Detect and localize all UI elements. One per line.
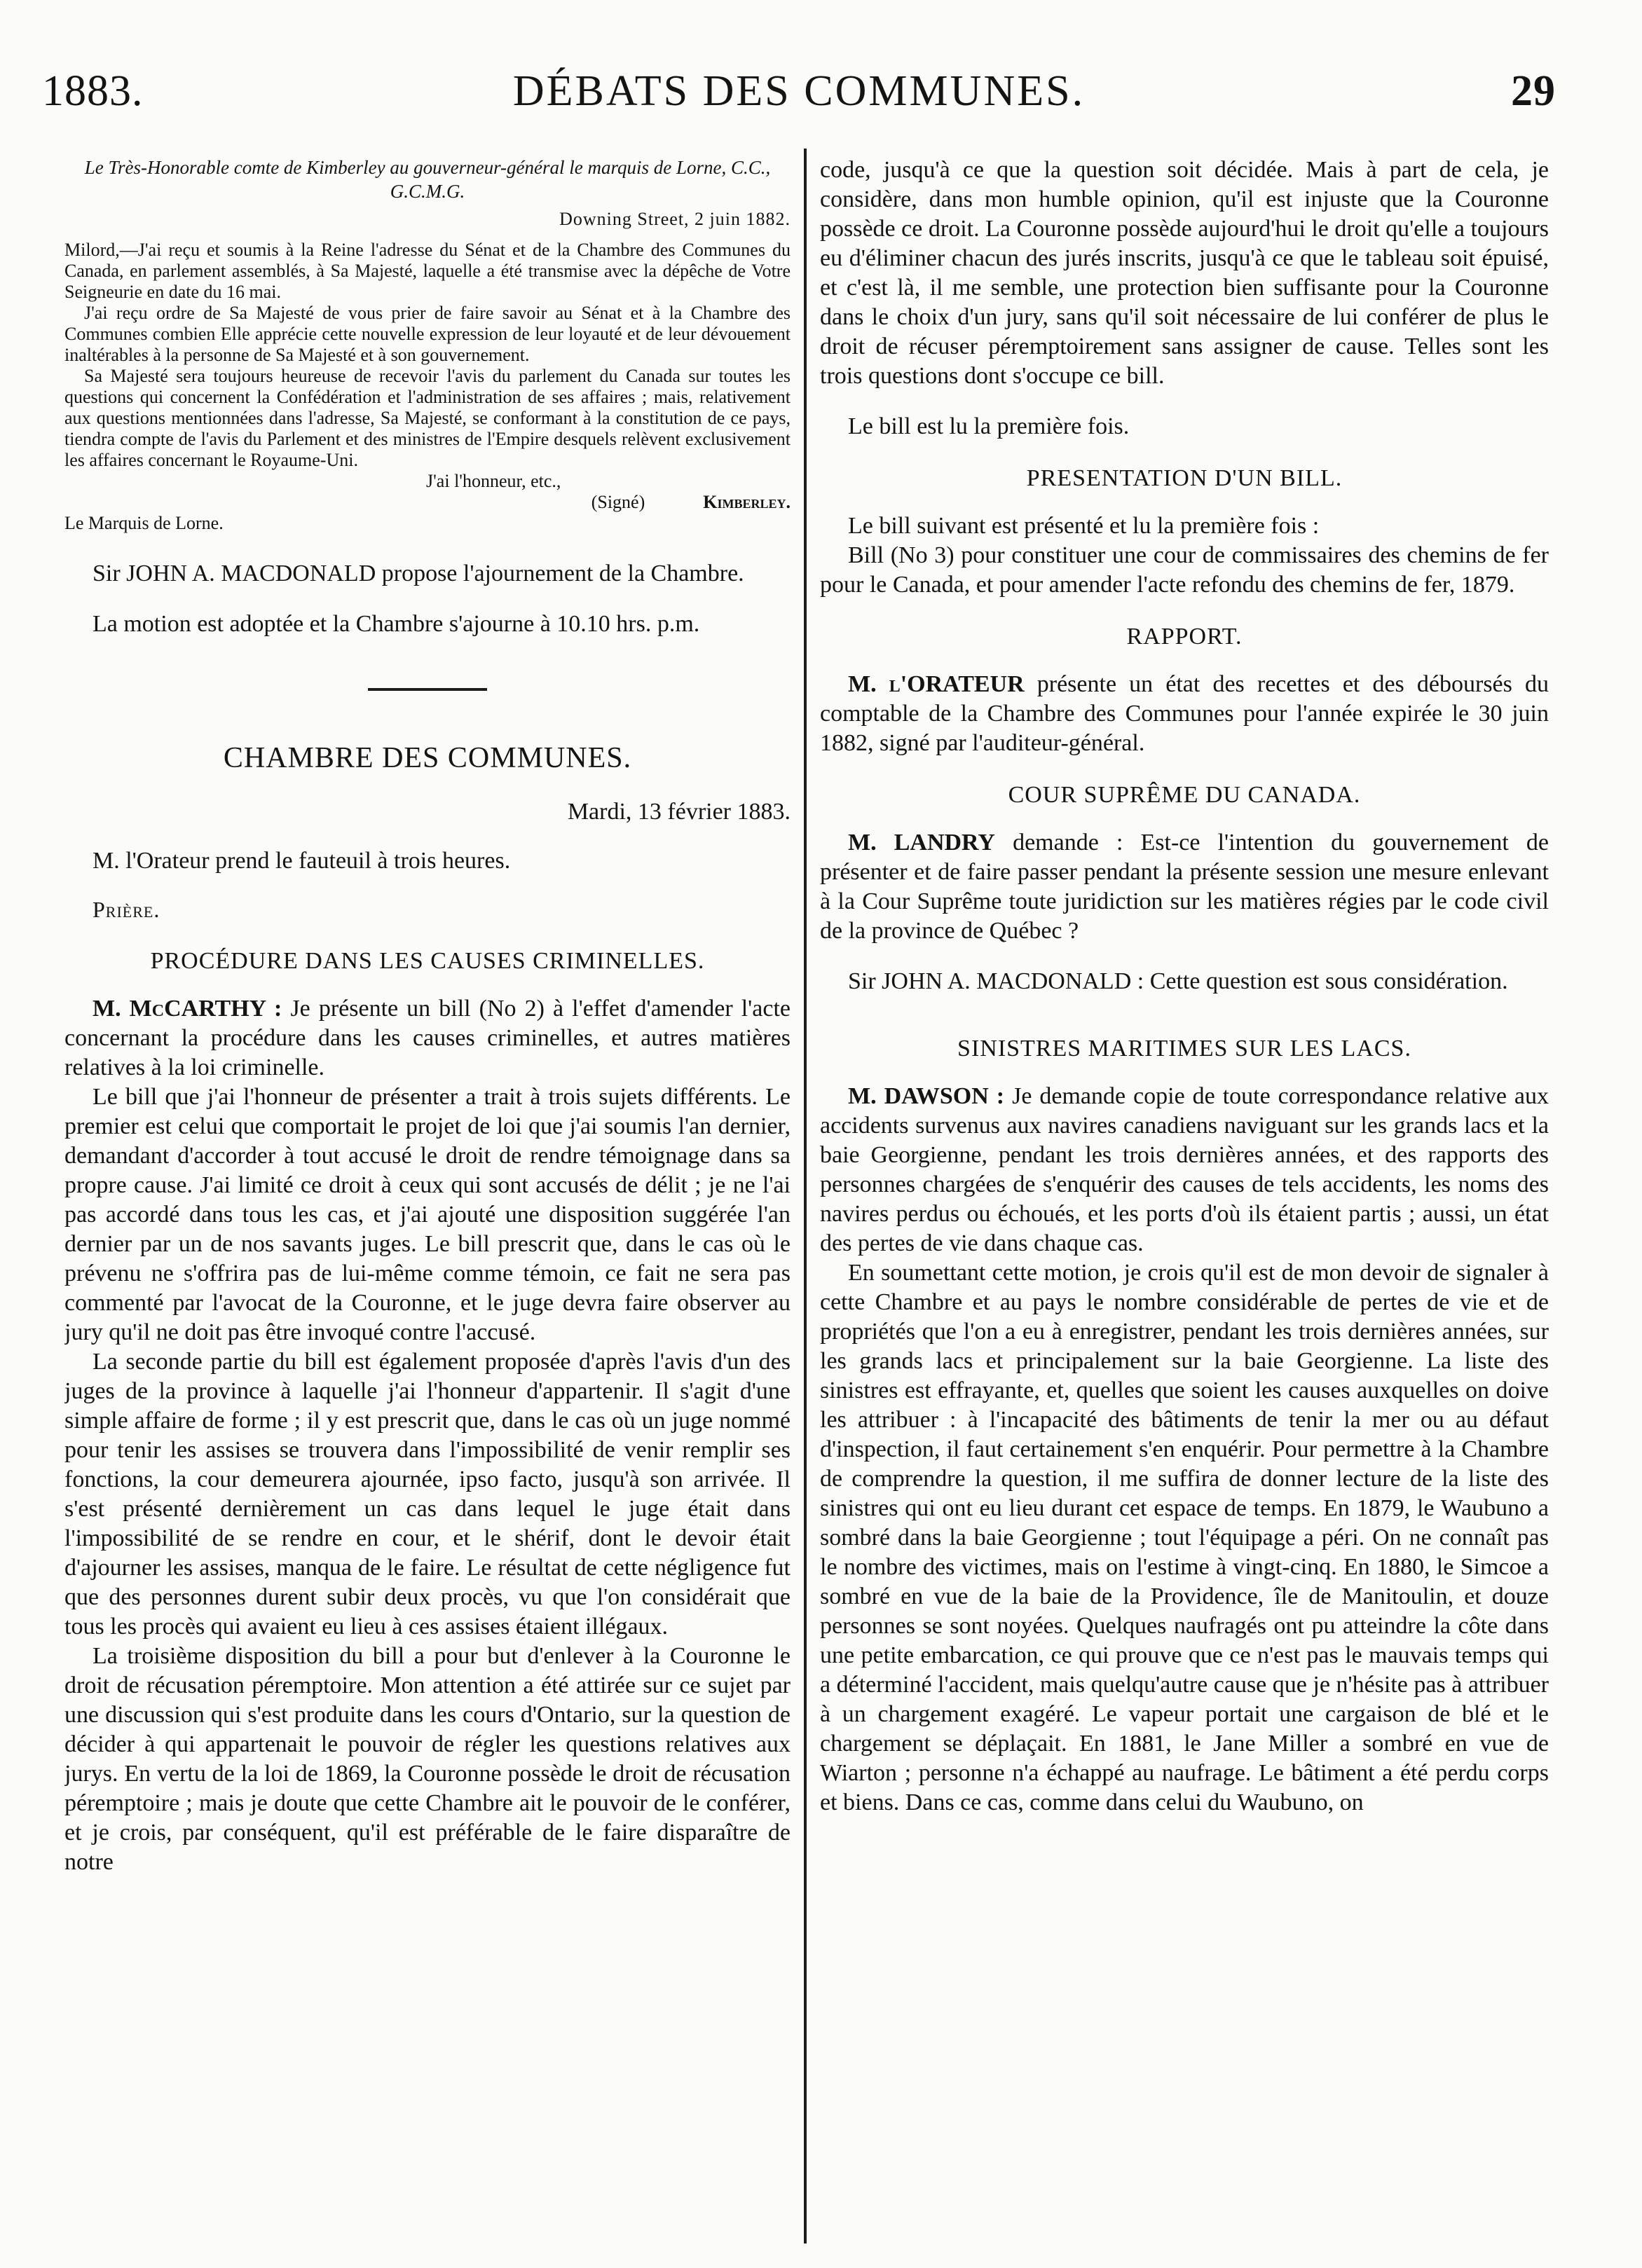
priere-label: Prière.	[93, 897, 160, 922]
letter-addressee: Le Marquis de Lorne.	[64, 513, 224, 533]
letter-heading: Le Très-Honorable comte de Kimberley au gouverneur-général le marquis de Lorne, C.C., G.C.M.G.	[84, 157, 771, 202]
section-title: PRESENTATION D'UN BILL.	[1026, 465, 1343, 491]
speaker-name: M. DAWSON :	[848, 1083, 1005, 1109]
speaker-name: Sir JOHN A. MACDONALD :	[848, 968, 1144, 994]
header-page-number: 29	[1511, 67, 1556, 115]
speaker-name: M. McCARTHY :	[93, 996, 282, 1022]
chamber-title: CHAMBRE DES COMMUNES.	[223, 742, 632, 774]
section-title: RAPPORT.	[1126, 624, 1243, 650]
left-column	[64, 156, 791, 2229]
section-title: PROCÉDURE DANS LES CAUSES CRIMINELLES.	[150, 948, 705, 974]
motion-paragraph: La motion est adoptée et la Chambre s'ajourne à 10.10 hrs. p.m.	[93, 611, 700, 637]
letter-place-date: Downing Street, 2 juin 1882.	[559, 209, 791, 229]
letter-signer: Kimberley.	[703, 492, 791, 512]
macdonald-paragraph: Sir JOHN A. MACDONALD : Cette question est sous considération.	[848, 968, 1508, 994]
dawson-paragraph: M. DAWSON : Je demande copie de toute correspondance relative aux accidents survenus aux navires canadiens naviguant sur les grands lacs et la baie Georgienne, pendant les trois dernières années, et des rapports des personnes chargées de s'enquérir des causes de tels accidents, les noms des navires perdus ou échoués, et les ports d'où ils étaient partis ; aussi, un état des pertes de vie dans chaque cas.	[820, 1083, 1549, 1256]
bill-intro-paragraph: Le bill suivant est présenté et lu la première fois :	[848, 513, 1320, 539]
mccarthy-paragraph: Le bill que j'ai l'honneur de présenter a trait à trois sujets différents. Le premier est celui que comportait le projet de loi que j'ai soumis l'an dernier, demandant d'accorder à tout accusé le droit de rendre témoignage dans sa propre cause. J'ai limité ce droit à ceux qui sont accusés de délit ; je ne l'ai pas accordé dans tous les cas, et j'ai ajouté une disposition suggérée l'an dernier par un de nos savants juges. Le bill prescrit que, dans le cas où le prévenu ne s'offrira pas de lui-même comme témoin, ce fait ne sera pas commenté par l'avocat de la Couronne, et le juge devra faire observer au jury qu'il ne doit pas être invoqué contre l'accusé.	[64, 1084, 791, 1345]
mccarthy-paragraph: La troisième disposition du bill a pour but d'enlever à la Couronne le droit de récusation péremptoire. Mon attention a été attirée sur ce sujet par une discussion qui s'est produite dans les cours d'Ontario, sur la question de décider à qui appartenait le pouvoir de régler les questions relatives aux jurys. En vertu de la loi de 1869, la Couronne possède le droit de récusation péremptoire ; mais je doute que cette Chambre ait le pouvoir de le conférer, et je crois, par conséquent, qu'il est préférable de le faire disparaître de notre	[64, 1643, 791, 1875]
landry-paragraph: M. LANDRY demande : Est-ce l'intention du gouvernement de présenter et de faire passer pendant la présente session une mesure enlevant à la Cour Suprême toute juridiction sur les matières régies par le code civil de la province de Québec ?	[820, 830, 1549, 944]
bill-paragraph: Bill (No 3) pour constituer une cour de commissaires des chemins de fer pour le Canada, et pour amender l'acte refondu des chemins de fer, 1879.	[820, 542, 1549, 598]
letter-close: J'ai l'honneur, etc.,	[426, 471, 561, 491]
header-title: DÉBATS DES COMMUNES.	[512, 67, 1086, 115]
section-title: COUR SUPRÊME DU CANADA.	[1008, 782, 1361, 808]
adjourn-paragraph: Sir JOHN A. MACDONALD propose l'ajournement de la Chambre.	[93, 561, 744, 586]
first-reading-paragraph: Le bill est lu la première fois.	[848, 413, 1130, 439]
letter-signature	[64, 492, 791, 513]
speaker-chair-paragraph: M. l'Orateur prend le fauteuil à trois heures.	[93, 848, 511, 874]
speaker-name: Sir JOHN A. MACDONALD	[93, 561, 376, 586]
mccarthy-paragraph: M. McCARTHY : Je présente un bill (No 2) à l'effet d'amender l'acte concernant la procédure dans les causes criminelles, et autres matières relatives à la loi criminelle.	[64, 996, 791, 1080]
sitting-date: Mardi, 13 février 1883.	[567, 799, 791, 825]
page-header	[42, 67, 1556, 123]
section-divider	[368, 688, 487, 691]
section-title: SINISTRES MARITIMES SUR LES LACS.	[957, 1036, 1411, 1061]
letter-paragraph: Sa Majesté sera toujours heureuse de recevoir l'avis du parlement du Canada sur toutes les questions qui concernent la Confédération et l'administration de ses affaires ; mais, relativement aux questions mentionnées dans l'adresse, Sa Majesté, se conformant à la constitution de ce pays, tiendra compte de l'avis du Parlement et des ministres de l'Empire desquels relèvent exclusivement les affaires concernant le Royaume-Uni.	[64, 366, 791, 470]
mccarthy-paragraph: La seconde partie du bill est également proposée d'après l'avis d'un des juges de la province à laquelle j'ai l'honneur d'appartenir. Il s'agit d'une simple affaire de forme ; il y est prescrit que, dans le cas où un juge nommé pour tenir les assises se trouvera dans l'impossibilité de venir remplir ses fonctions, la cour demeurera ajournée, ipso facto, jusqu'à son arrivée. Il s'est présenté dernièrement un cas dans lequel le juge était dans l'impossibilité de se rendre en cour, et le shérif, dont le devoir était d'ajourner les assises, manqua de le faire. Le résultat de cette négligence fut que des personnes durent subir deux procès, vu que l'on considérait que tous les procès qui avaient eu lieu à ces assises étaient illégaux.	[64, 1349, 791, 1640]
speaker-name: M. l'ORATEUR	[848, 671, 1025, 697]
column-divider	[804, 149, 807, 2243]
rapport-paragraph: M. l'ORATEUR présente un état des recettes et des déboursés du comptable de la Chambre des Communes pour l'année expirée le 30 juin 1882, signé par l'auditeur-général.	[820, 671, 1549, 756]
letter-signed: (Signé)	[591, 492, 645, 512]
dawson-paragraph: En soumettant cette motion, je crois qu'il est de mon devoir de signaler à cette Chambre et au pays le nombre considérable de pertes de vie et de propriétés que l'on a eu à enregistrer, pendant les trois dernières années, sur les grands lacs et principalement sur la baie Georgienne. La liste des sinistres est effrayante, et, quelles que soient les causes auxquelles on doive les attribuer : à l'incapacité des bâtiments de tenir la mer ou au défaut d'inspection, il faut certainement s'en enquérir. Pour permettre à la Chambre de comprendre la question, il me suffira de donner lecture de la liste des sinistres qui ont eu lieu durant cet espace de temps. En 1879, le Waubuno a sombré dans la baie Georgienne ; tout l'équipage a péri. On ne connaît pas le nombre des victimes, mais on l'estime à vingt-cinq. En 1880, le Simcoe a sombré en vue de la baie de la Providence, île de Manitoulin, et douze personnes se sont noyées. Quelques naufragés ont pu atteindre la côte dans une petite embarcation, ce qui prouve que ce n'est pas le mauvais temps qui a déterminé l'accident, mais quelqu'autre cause que je n'hésite pas à attribuer à un chargement exagéré. Le vapeur portait une cargaison de blé et le chargement se déplaçait. En 1881, le Jane Miller a sombré en vue de Wiarton ; personne n'a échappé au naufrage. Le bâtiment a été perdu corps et biens. Dans ce cas, comme dans celui du Waubuno, on	[820, 1260, 1549, 1815]
speaker-name: M. LANDRY	[848, 830, 995, 855]
continued-paragraph: code, jusqu'à ce que la question soit décidée. Mais à part de cela, je considère, dans mon humble opinion, qu'il est injuste que la Couronne possède ce droit. La Couronne possède aujourd'hui le droit qu'elle a toujours eu d'éliminer chacun des jurés inscrits, jusqu'à ce que le tableau soit épuisé, et c'est là, il me semble, une protection bien suffisante pour la Couronne dans le choix d'un jury, sans qu'il soit nécessaire de lui conférer de plus le droit de récuser péremptoirement sans assigner de cause. Telles sont les trois questions dont s'occupe ce bill.	[820, 157, 1549, 389]
right-column	[820, 156, 1549, 2229]
header-year: 1883.	[42, 67, 144, 115]
letter-paragraph: J'ai reçu ordre de Sa Majesté de vous prier de faire savoir au Sénat et à la Chambre des Communes combien Elle apprécie cette nouvelle expression de leur loyauté et de leur dévouement inaltérables à la personne de Sa Majesté et à son gouvernement.	[64, 303, 791, 365]
letter-paragraph: Milord,—J'ai reçu et soumis à la Reine l'adresse du Sénat et de la Chambre des Communes du Canada, en parlement assemblés, à Sa Majesté, laquelle a été transmise avec la dépêche de Votre Seigneurie en date du 16 mai.	[64, 240, 791, 302]
